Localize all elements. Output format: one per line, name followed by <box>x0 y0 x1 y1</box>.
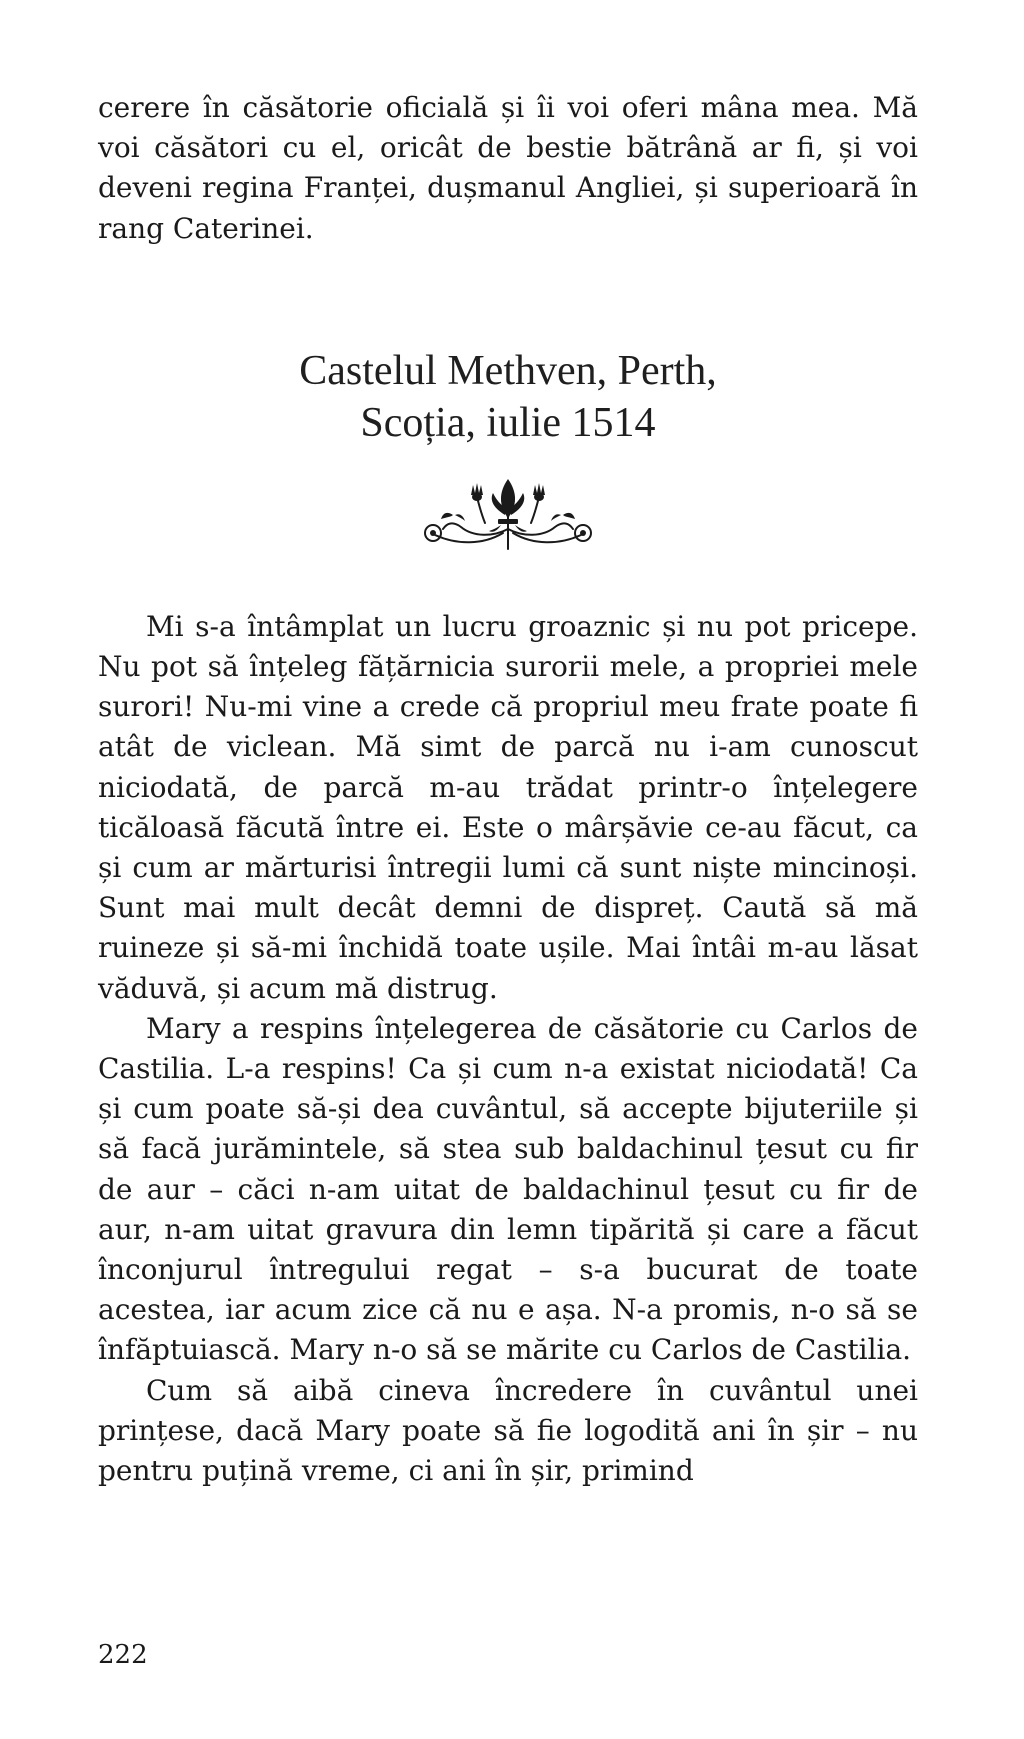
paragraph-2: Mary a respins înțelegerea de căsătorie cu Carlos de Castilia. L-a respins! Ca și cum n-a existat niciodată! Ca și cum poate să-și dea cuvântul, să accepte bijuteriile și să facă jurămintele, să stea sub baldachinul țesut cu fir de aur – căci n-am uitat de baldachinul țesut cu fir de aur, n-am uitat gravura din lemn tipărită și care a făcut înconjurul întregului regat – s-a bucurat de toate acestea, iar acum zice că nu e așa. N-a promis, n-o să se înfăptuiască. Mary n-o să se mărite cu Carlos de Castilia. <box>98 1011 918 1367</box>
book-page <box>98 88 918 1491</box>
page-number: 222 <box>98 1640 148 1670</box>
fleur-de-lis-ornament-icon <box>413 475 603 555</box>
paragraph-3: Cum să aibă cineva încredere în cuvântul unei prințese, dacă Mary poate să fie logodită ani în șir – nu pentru puțină vreme, ci ani în șir, primind <box>98 1373 918 1488</box>
opening-paragraph: cerere în căsătorie oficială și îi voi oferi mâna mea. Mă voi căsători cu el, oricât de bestie bătrână ar fi, și voi deveni regina Franței, dușmanul Angliei, și superioară în rang Caterinei. <box>98 91 918 245</box>
section-heading-line-2: Scoția, iulie 1514 <box>360 399 656 446</box>
section-heading-line-1: Castelul Methven, Perth, <box>299 347 717 394</box>
chapter-body <box>98 607 918 1491</box>
section-heading <box>98 345 918 449</box>
paragraph-1: Mi s-a întâmplat un lucru groaznic și nu pot pricepe. Nu pot să înțeleg fățărnicia surorii mele, a propriei mele surori! Nu-mi vine a crede că propriul meu frate poate fi atât de viclean. Mă simt de parcă nu i-am cunoscut niciodată, de parcă m-au trădat printr-o înțelegere ticăloasă făcută între ei. Este o mârșăvie ce-au făcut, ca și cum ar mărturisi întregii lumi că sunt niște mincinoși. Sunt mai mult decât demni de dispreț. Caută să mă ruineze și să-mi închidă toate ușile. Mai întâi m-au lăsat văduvă, și acum mă distrug. <box>98 609 918 1005</box>
